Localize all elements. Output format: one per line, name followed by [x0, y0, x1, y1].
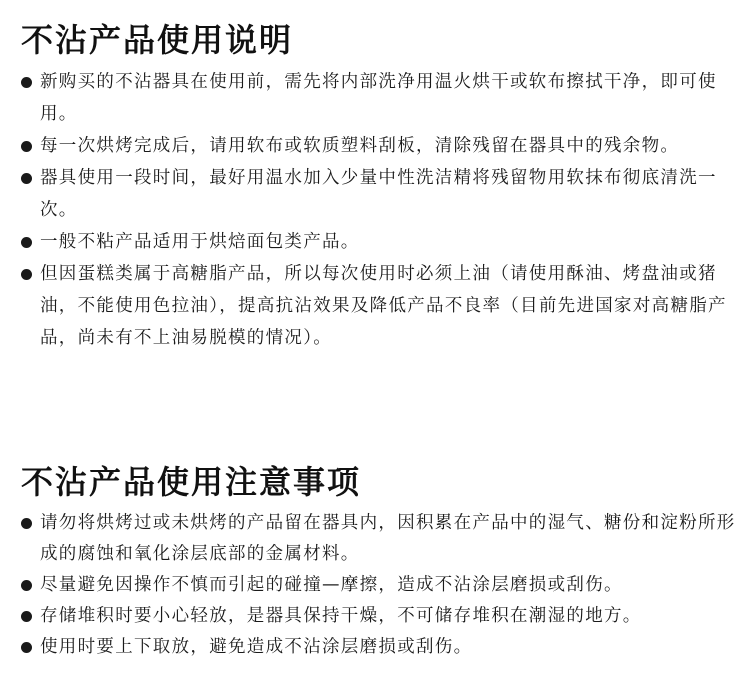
precautions-section — [0, 462, 750, 663]
bullet-icon — [21, 518, 32, 529]
list-item-text: 新购买的不沾器具在使用前，需先将内部洗净用温火烘干或软布擦拭干净，即可使用。 — [40, 72, 717, 124]
bullet-icon — [21, 642, 32, 653]
bullet-icon — [21, 611, 32, 622]
list-item — [0, 226, 750, 258]
list-item — [0, 66, 750, 130]
bullet-icon — [21, 237, 32, 248]
list-item-text: 每一次烘烤完成后，请用软布或软质塑料刮板，清除残留在器具中的残余物。 — [40, 136, 680, 156]
list-item — [0, 258, 750, 354]
list-item-text: 但因蛋糕类属于高糖脂产品，所以每次使用时必须上油（请使用酥油、烤盘油或猪油，不能使用色拉油），提高抗沾效果及降低产品不良率（目前先进国家对高糖脂产品，尚未有不上油易脱模的情况）。 — [40, 264, 727, 348]
usage-instructions-section — [0, 20, 750, 354]
bullet-icon — [21, 141, 32, 152]
list-item — [0, 508, 750, 570]
bullet-icon — [21, 77, 32, 88]
bullet-icon — [21, 269, 32, 280]
bullet-icon — [21, 173, 32, 184]
list-item — [0, 130, 750, 162]
list-item-text: 器具使用一段时间，最好用温水加入少量中性洗洁精将残留物用软抹布彻底清洗一次。 — [40, 168, 717, 220]
usage-instructions-list — [0, 66, 750, 354]
list-item — [0, 162, 750, 226]
bullet-icon — [21, 580, 32, 591]
list-item-text: 尽量避免因操作不慎而引起的碰撞—摩擦，造成不沾涂层磨损或刮伤。 — [40, 575, 623, 595]
list-item-text: 请勿将烘烤过或未烘烤的产品留在器具内，因积累在产品中的湿气、糖份和淀粉所形成的腐蚀和氧化涂层底部的金属材料。 — [40, 513, 736, 564]
list-item — [0, 632, 750, 663]
list-item-text: 存储堆积时要小心轻放，是器具保持干燥，不可储存堆积在潮湿的地方。 — [40, 606, 642, 626]
precautions-list — [0, 508, 750, 663]
list-item — [0, 570, 750, 601]
usage-instructions-title: 不沾产品使用说明 — [21, 21, 294, 59]
precautions-title: 不沾产品使用注意事项 — [21, 463, 362, 501]
list-item-text: 使用时要上下取放，避免造成不沾涂层磨损或刮伤。 — [40, 637, 473, 657]
list-item-text: 一般不粘产品适用于烘焙面包类产品。 — [40, 232, 360, 252]
list-item — [0, 601, 750, 632]
